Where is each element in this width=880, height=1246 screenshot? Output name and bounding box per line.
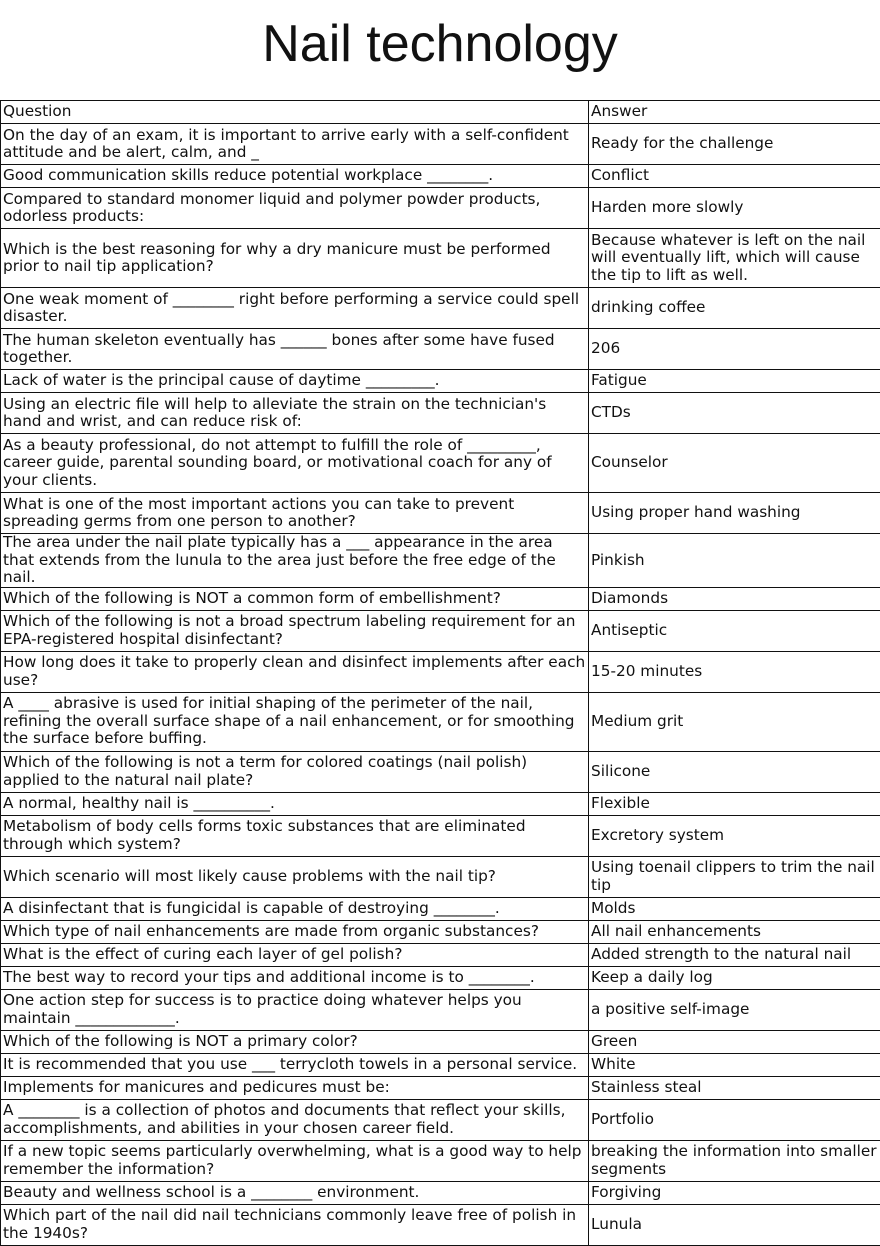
table-header-row [1,101,880,124]
answer-cell: a positive self-image [589,989,880,1030]
question-cell: A disinfectant that is fungicidal is capable of destroying ________. [1,897,589,920]
table-row [1,587,880,610]
answer-cell: 206 [589,329,880,370]
question-cell: Which of the following is NOT a common form of embellishment? [1,587,589,610]
table-row [1,493,880,534]
question-cell: A ____ abrasive is used for initial shaping of the perimeter of the nail, refining the overall surface shape of a nail enhancement, or for smoothing the surface before buffing. [1,692,589,751]
table-row [1,534,880,588]
question-cell: If a new topic seems particularly overwhelming, what is a good way to help remember the information? [1,1140,589,1181]
question-cell: One action step for success is to practice doing whatever helps you maintain _____________. [1,989,589,1030]
answer-cell: Flexible [589,792,880,815]
question-cell: The best way to record your tips and additional income is to ________. [1,966,589,989]
question-cell: Implements for manicures and pedicures must be: [1,1076,589,1099]
answer-cell: White [589,1053,880,1076]
answer-cell: breaking the information into smaller segments [589,1140,880,1181]
answer-cell: Harden more slowly [589,188,880,229]
question-column-header: Question [1,101,589,124]
answer-cell: Because whatever is left on the nail will eventually lift, which will cause the tip to lift as well. [589,229,880,288]
table-row [1,1030,880,1053]
table-row [1,1140,880,1181]
question-cell: The area under the nail plate typically has a ___ appearance in the area that extends from the lunula to the area just before the free edge of the nail. [1,534,589,588]
page-title: Nail technology [0,9,880,79]
answer-cell: Forgiving [589,1181,880,1204]
table-row [1,393,880,434]
question-cell: A normal, healthy nail is __________. [1,792,589,815]
question-cell: The human skeleton eventually has ______ bones after some have fused together. [1,329,589,370]
question-cell: Which is the best reasoning for why a dry manicure must be performed prior to nail tip application? [1,229,589,288]
answer-cell: Stainless steal [589,1076,880,1099]
answer-cell: Green [589,1030,880,1053]
answer-cell: Medium grit [589,692,880,751]
table-row [1,1204,880,1245]
table-row [1,751,880,792]
table-row [1,989,880,1030]
question-cell: What is the effect of curing each layer of gel polish? [1,943,589,966]
answer-cell: Counselor [589,434,880,493]
question-cell: It is recommended that you use ___ terrycloth towels in a personal service. [1,1053,589,1076]
question-cell: A ________ is a collection of photos and documents that reflect your skills, accomplishments, and abilities in your chosen career field. [1,1099,589,1140]
question-cell: Lack of water is the principal cause of daytime _________. [1,370,589,393]
answer-cell: Antiseptic [589,610,880,651]
table-row [1,288,880,329]
table-row [1,920,880,943]
question-cell: What is one of the most important actions you can take to prevent spreading germs from one person to another? [1,493,589,534]
question-cell: One weak moment of ________ right before performing a service could spell disaster. [1,288,589,329]
table-row [1,124,880,165]
table-row [1,434,880,493]
question-cell: Which scenario will most likely cause problems with the nail tip? [1,856,589,897]
table-row [1,1099,880,1140]
question-cell: Which part of the nail did nail technicians commonly leave free of polish in the 1940s? [1,1204,589,1245]
answer-cell: Using proper hand washing [589,493,880,534]
table-row [1,815,880,856]
question-cell: On the day of an exam, it is important to arrive early with a self-confident attitude and be alert, calm, and _ [1,124,589,165]
answer-cell: drinking coffee [589,288,880,329]
table-row [1,1181,880,1204]
table-row [1,856,880,897]
table-row [1,165,880,188]
table-row [1,329,880,370]
answer-cell: Silicone [589,751,880,792]
table-row [1,966,880,989]
answer-cell: Portfolio [589,1099,880,1140]
table-row [1,188,880,229]
table-row [1,1076,880,1099]
table-row [1,897,880,920]
answer-column-header: Answer [589,101,880,124]
question-cell: Which of the following is not a broad spectrum labeling requirement for an EPA-registered hospital disinfectant? [1,610,589,651]
question-cell: Which type of nail enhancements are made from organic substances? [1,920,589,943]
answer-cell: All nail enhancements [589,920,880,943]
answer-cell: Conflict [589,165,880,188]
table-row [1,370,880,393]
answer-cell: Ready for the challenge [589,124,880,165]
question-cell: Metabolism of body cells forms toxic substances that are eliminated through which system? [1,815,589,856]
answer-cell: Fatigue [589,370,880,393]
question-cell: Compared to standard monomer liquid and polymer powder products, odorless products: [1,188,589,229]
answer-cell: Diamonds [589,587,880,610]
answer-cell: Using toenail clippers to trim the nail tip [589,856,880,897]
table-row [1,1053,880,1076]
answer-cell: CTDs [589,393,880,434]
answer-cell: Excretory system [589,815,880,856]
table-row [1,229,880,288]
answer-cell: Pinkish [589,534,880,588]
answer-cell: Added strength to the natural nail [589,943,880,966]
question-cell: Beauty and wellness school is a ________ environment. [1,1181,589,1204]
table-row [1,792,880,815]
table-row [1,651,880,692]
table-row [1,692,880,751]
table-row [1,610,880,651]
answer-cell: Keep a daily log [589,966,880,989]
answer-cell: 15-20 minutes [589,651,880,692]
table-row [1,943,880,966]
qa-table [0,100,880,1246]
question-cell: Which of the following is NOT a primary color? [1,1030,589,1053]
answer-cell: Lunula [589,1204,880,1245]
question-cell: Good communication skills reduce potential workplace ________. [1,165,589,188]
answer-cell: Molds [589,897,880,920]
question-cell: Which of the following is not a term for colored coatings (nail polish) applied to the natural nail plate? [1,751,589,792]
question-cell: Using an electric file will help to alleviate the strain on the technician's hand and wrist, and can reduce risk of: [1,393,589,434]
question-cell: How long does it take to properly clean and disinfect implements after each use? [1,651,589,692]
question-cell: As a beauty professional, do not attempt to fulfill the role of _________, career guide, parental sounding board, or motivational coach for any of your clients. [1,434,589,493]
